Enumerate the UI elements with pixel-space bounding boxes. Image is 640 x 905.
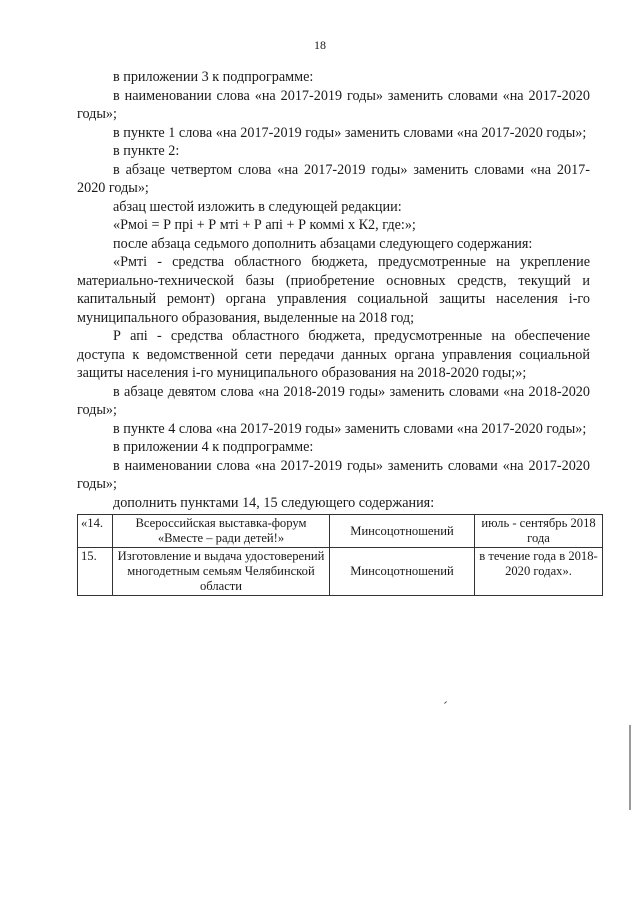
- paragraph: абзац шестой изложить в следующей редакции:: [113, 198, 402, 215]
- table-cell-date: в течение года в 2018-2020 годах».: [475, 548, 603, 596]
- paragraph: в приложении 3 к подпрограмме:: [113, 69, 314, 85]
- program-items-table: [77, 514, 603, 596]
- paragraph: в пункте 4 слова «на 2017-2019 годы» заменить словами «на 2017-2020 годы»;: [113, 420, 587, 437]
- paragraph: в абзаце четвертом слова «на 2017-2019 годы» заменить словами «на 2017-2020 годы»;: [77, 161, 590, 196]
- table-row: [78, 515, 603, 548]
- paragraph: «Рмоі = Р прі + Р мті + Р апі + Р коммі х К2, где:»;: [113, 217, 416, 233]
- paragraph: Р апі - средства областного бюджета, предусмотренные на обеспечение доступа к ведомственной сети передачи данных органа управления социальной защиты населения і-го муниципального образования на 2018-2020 годы;»;: [77, 328, 590, 381]
- table-row: [78, 548, 603, 596]
- scan-edge-mark: [629, 725, 631, 810]
- paragraph: в приложении 4 к подпрограмме:: [113, 439, 314, 455]
- paragraph: дополнить пунктами 14, 15 следующего содержания:: [113, 494, 435, 511]
- document-body: [77, 68, 590, 512]
- table-cell-name: Всероссийская выставка-форум «Вместе – ради детей!»: [113, 515, 330, 548]
- paragraph: в наименовании слова «на 2017-2019 годы» заменить словами «на 2017-2020 годы»;: [77, 87, 590, 122]
- paragraph: в абзаце девятом слова «на 2018-2019 годы» заменить словами «на 2018-2020 годы»;: [77, 383, 590, 418]
- table-cell-name: Изготовление и выдача удостоверений многодетным семьям Челябинской области: [113, 548, 330, 596]
- table-cell-number: 15.: [78, 548, 113, 596]
- paragraph: в пункте 2:: [113, 143, 180, 159]
- table-cell-date: июль - сентябрь 2018 года: [475, 515, 603, 548]
- table-cell-executor: Минсоцотношений: [330, 548, 475, 596]
- paragraph: в наименовании слова «на 2017-2019 годы» заменить словами «на 2017-2020 годы»;: [77, 457, 590, 492]
- paragraph: в пункте 1 слова «на 2017-2019 годы» заменить словами «на 2017-2020 годы»;: [113, 124, 587, 141]
- paragraph: «Рмті - средства областного бюджета, предусмотренные на укрепление материально-технической базы (приобретение основных средств, текущий и капитальный ремонт) органа управления социальной защиты населения і-го муниципального образования, выделенные на 2018 год;: [77, 254, 590, 326]
- paragraph: после абзаца седьмого дополнить абзацами следующего содержания:: [113, 235, 533, 252]
- table-cell-number: «14.: [78, 515, 113, 548]
- table-cell-executor: Минсоцотношений: [330, 515, 475, 548]
- page-number: 18: [314, 38, 326, 52]
- scan-speck: [444, 701, 447, 704]
